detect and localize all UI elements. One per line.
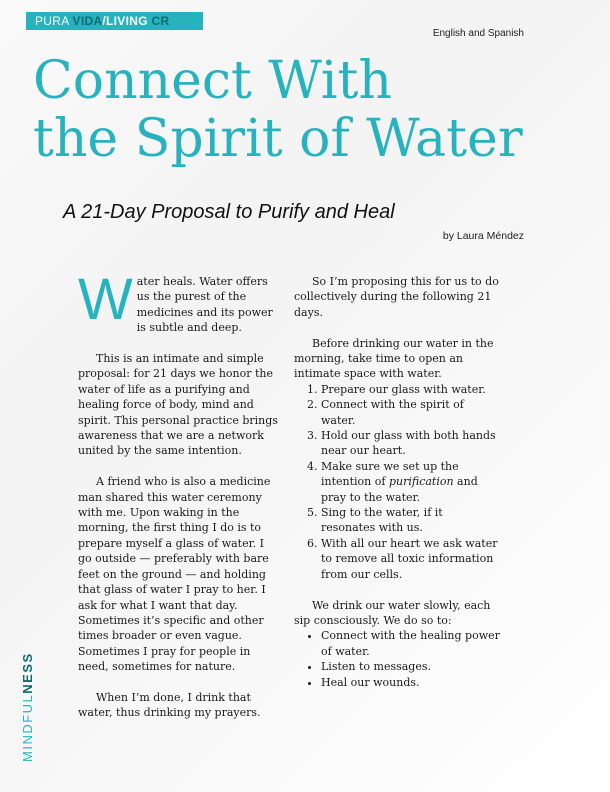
byline: by Laura Méndez bbox=[442, 230, 524, 242]
brand-cr: CR bbox=[147, 14, 170, 28]
article-title bbox=[33, 52, 523, 168]
step-text: Make sure we set up the intention of bbox=[321, 459, 459, 489]
title-line-2: the Spirit of Water bbox=[33, 109, 523, 169]
right-column bbox=[294, 274, 500, 705]
title-line-1: Connect With bbox=[33, 51, 392, 111]
brand-vida: VIDA bbox=[72, 14, 103, 28]
intro-text: ater heals. Water offers us the purest of the medicines and its power is subtle and deep. bbox=[136, 275, 273, 335]
list-item: 2. Connect with the spirit of water. bbox=[321, 397, 500, 428]
drop-cap: W bbox=[78, 267, 133, 332]
brand-living: LIVING bbox=[106, 14, 148, 28]
paragraph: This is an intimate and simple proposal: for 21 days we honor the water of life as a purifying and healing force of body, mind and spirit. This personal practice brings awareness that we are a network united by the same intention. bbox=[78, 352, 278, 458]
section-label-part2: NESS bbox=[20, 652, 35, 694]
paragraph: So I’m proposing this for us to do collectively during the following 21 days. bbox=[294, 275, 499, 319]
brand-pura: PURA bbox=[35, 14, 73, 28]
list-item: 5. Sing to the water, if it resonates with us. bbox=[321, 505, 500, 536]
language-label: English and Spanish bbox=[432, 28, 524, 39]
list-item bbox=[321, 459, 500, 505]
paragraph-intro bbox=[78, 267, 280, 336]
section-label bbox=[20, 652, 35, 762]
steps-list bbox=[294, 382, 500, 582]
paragraph: Before drinking our water in the morning, take time to open an intimate space with water. bbox=[294, 336, 494, 381]
list-item: 3. Hold our glass with both hands near our heart. bbox=[321, 428, 500, 459]
paragraph: We drink our water slowly, each sip consciously. We do so to: bbox=[294, 598, 491, 627]
list-item: • Heal our wounds. bbox=[321, 675, 500, 690]
paragraph: A friend who is also a medicine man shared this water ceremony with me. Upon waking in the morning, the first thing I do is to prepare myself a glass of water. I go outside — preferably with bare feet on the ground — and holding that glass of water I pray to her. I ask for what I want that day. Sometimes it’s specific and other times broader or even vague. Sometimes I pray for people in need, sometimes for nature. bbox=[78, 475, 271, 674]
list-item: • Connect with the healing power of water. bbox=[321, 628, 500, 659]
list-item: 1. Prepare our glass with water. bbox=[321, 382, 500, 397]
emphasis: purification bbox=[388, 475, 454, 489]
article-subtitle: A 21-Day Proposal to Purify and Heal bbox=[63, 201, 395, 223]
list-item: 6. With all our heart we ask water to remove all toxic information from our cells. bbox=[321, 536, 500, 582]
bullet-list bbox=[294, 628, 500, 690]
list-item: • Listen to messages. bbox=[321, 659, 500, 674]
brand-slash: / bbox=[102, 14, 107, 28]
left-column bbox=[78, 267, 280, 736]
step-text: and pray to the water. bbox=[321, 475, 478, 504]
brand-bar bbox=[26, 12, 203, 30]
section-label-part1: MINDFUL bbox=[20, 693, 35, 762]
paragraph: When I’m done, I drink that water, thus drinking my prayers. bbox=[78, 690, 261, 720]
